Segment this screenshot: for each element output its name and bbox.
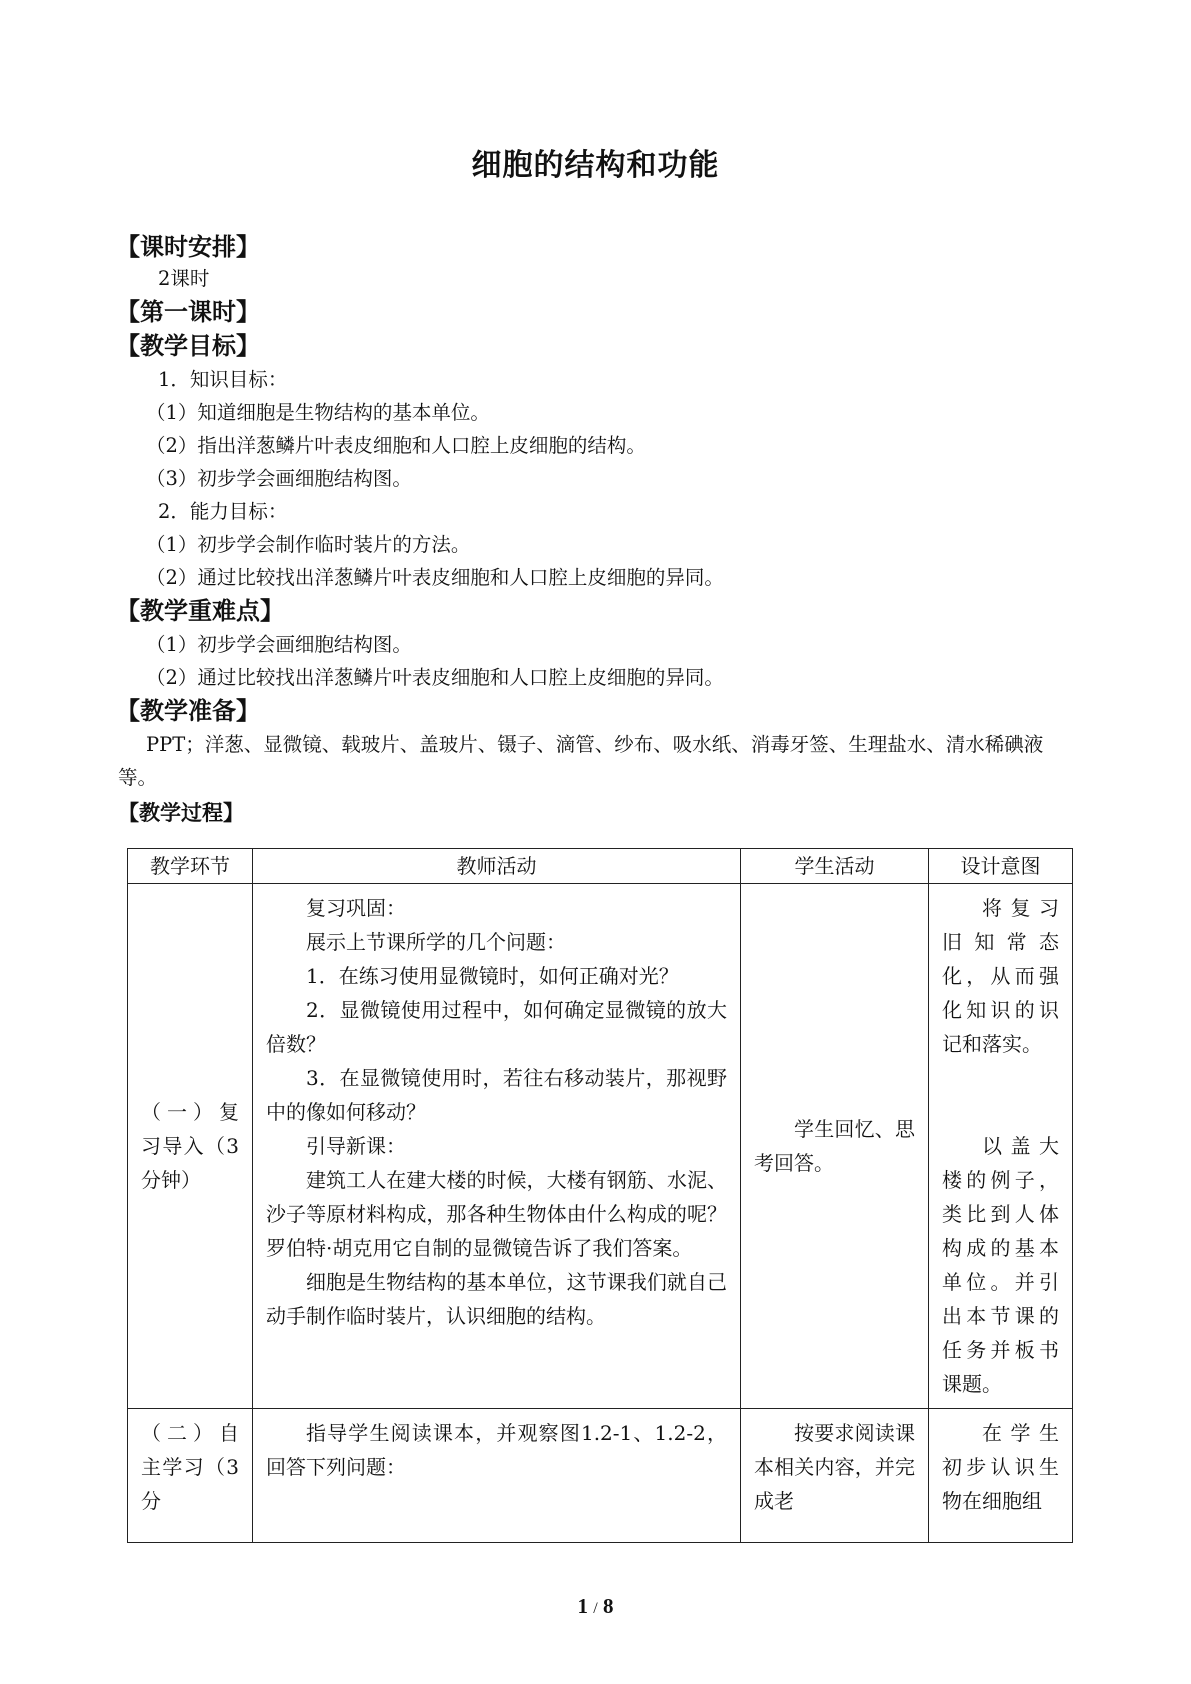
teacher-line: 指导学生阅读课本，并观察图1.2-1、1.2-2，回答下列问题： [266,1421,727,1479]
knowledge-objective-item: （2）指出洋葱鳞片叶表皮细胞和人口腔上皮细胞的结构。 [146,434,646,457]
teacher-line: 1．在练习使用显微镜时，如何正确对光？ [306,964,679,988]
ability-objective-item: （2）通过比较找出洋葱鳞片叶表皮细胞和人口腔上皮细胞的异同。 [146,566,724,589]
ability-objective-item: （1）初步学会制作临时装片的方法。 [146,533,471,556]
teacher-line: 细胞是生物结构的基本单位，这节课我们就自己动手制作临时装片，认识细胞的结构。 [266,1270,727,1328]
key-points-heading: 【教学重难点】 [116,597,284,625]
knowledge-objective-item: （1）知道细胞是生物结构的基本单位。 [146,401,490,424]
teacher-activity-cell [254,885,739,1339]
intent-paragraph: 将复习旧知常态化，从而强化知识的识记和落实。 [942,896,1059,1056]
teacher-line: 引导新课： [306,1134,406,1158]
key-point-item: （1）初步学会画细胞结构图。 [146,633,412,656]
intent-paragraph: 以盖大楼的例子，类比到人体构成的基本单位。并引出本节课的任务并板书课题。 [942,1134,1059,1396]
table-row [128,884,1073,1409]
column-header-teacher: 教师活动 [253,849,741,884]
document-body [118,230,1078,828]
teacher-line: 建筑工人在建大楼的时候，大楼有钢筋、水泥、沙子等原材料构成，那各种生物体由什么构成的呢？罗伯特·胡克用它自制的显微镜告诉了我们答案。 [266,1168,727,1260]
lesson-heading: 【第一课时】 [116,298,260,326]
student-activity-cell: 学生回忆、思考回答。 [754,1117,915,1175]
teacher-line: 复习巩固： [306,896,406,920]
stage-cell: （一）复习导入（3分钟） [141,1100,239,1192]
teacher-line: 展示上节课所学的几个问题： [306,930,566,954]
schedule-heading: 【课时安排】 [116,233,260,261]
table-row [128,1409,1073,1543]
design-intent-cell [930,885,1071,1407]
column-header-student: 学生活动 [741,849,929,884]
current-page: 1 [577,1594,589,1618]
intent-paragraph: 在学生初步认识生物在细胞组 [942,1421,1059,1513]
total-pages: 8 [602,1594,614,1618]
preparation-text: PPT；洋葱、显微镜、载玻片、盖玻片、镊子、滴管、纱布、吸水纸、消毒牙签、生理盐水、清水稀碘液等。 [118,733,1044,789]
key-point-item: （2）通过比较找出洋葱鳞片叶表皮细胞和人口腔上皮细胞的异同。 [146,666,724,689]
student-activity-cell: 按要求阅读课本相关内容，并完成老 [754,1421,915,1513]
teaching-process-table [127,848,1073,1543]
teacher-line: 2．显微镜使用过程中，如何确定显微镜的放大倍数？ [266,998,727,1056]
column-header-intent: 设计意图 [929,849,1073,884]
design-intent-cell [930,1410,1071,1524]
schedule-text: 2课时 [158,267,210,290]
preparation-heading: 【教学准备】 [116,697,260,725]
table-header-row [128,849,1073,884]
teacher-activity-cell [254,1410,739,1490]
knowledge-objective-item: （3）初步学会画细胞结构图。 [146,467,412,490]
objectives-heading: 【教学目标】 [116,332,260,360]
process-heading: 【教学过程】 [118,801,244,825]
column-header-stage: 教学环节 [128,849,253,884]
stage-cell: （二）自主学习（3分 [141,1421,239,1513]
ability-objectives-title: 2．能力目标： [158,500,288,523]
knowledge-objectives-title: 1．知识目标： [158,368,288,391]
page-title: 细胞的结构和功能 [471,148,720,183]
teacher-line: 3．在显微镜使用时，若往右移动装片，那视野中的像如何移动？ [266,1066,727,1124]
page-separator: / [593,1600,598,1617]
page-number [0,1594,1191,1619]
